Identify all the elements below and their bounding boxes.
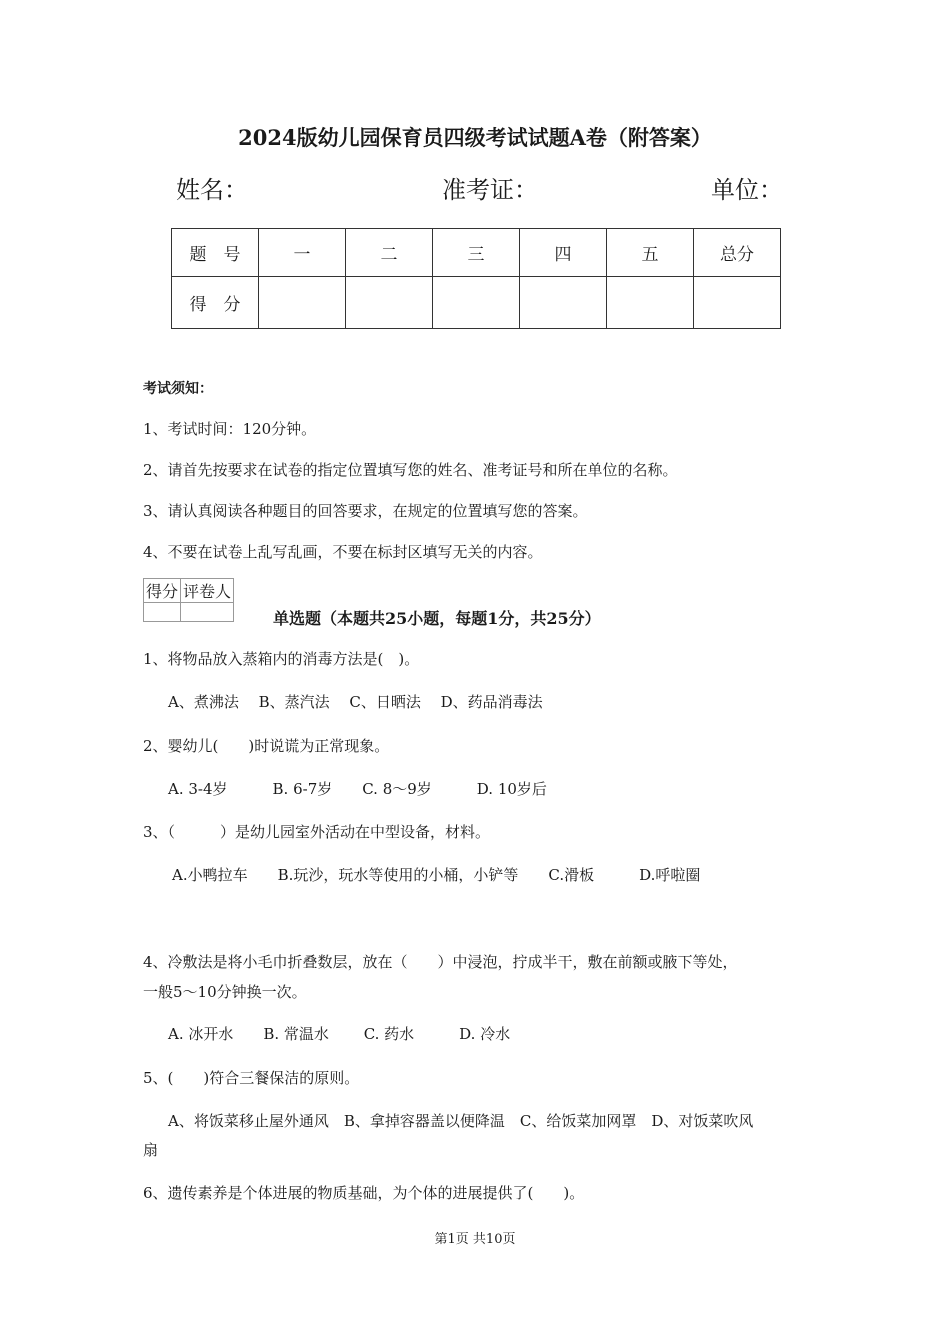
notice-heading: 考试须知： [143,381,213,397]
score-cell[interactable] [694,277,781,329]
score-table-header: 二 [346,229,433,277]
score-cell[interactable] [520,277,607,329]
score-row-label: 得 分 [172,277,259,329]
unit-field-label: 单位： [711,176,783,204]
name-field-label: 姓名： [176,176,248,204]
notice-item: 4、不要在试卷上乱写乱画，不要在标封区填写无关的内容。 [143,543,543,561]
question-options: A.小鸭拉车 B.玩沙，玩水等使用的小桶，小铲等 C.滑板 D.呼啦圈 [172,866,701,884]
question-options-continued: 扇 [143,1141,159,1159]
score-table-header: 四 [520,229,607,277]
page-footer: 第1页 共10页 [434,1232,516,1247]
question-stem-continued: 一般5～10分钟换一次。 [143,983,307,1001]
question-stem: 6、遗传素养是个体进展的物质基础，为个体的进展提供了( )。 [143,1184,585,1202]
question-stem: 4、冷敷法是将小毛巾折叠数层，放在（ ）中浸泡，拧成半干，敷在前额或腋下等处， [143,953,738,971]
notice-item: 1、考试时间：120分钟。 [143,420,317,438]
question-options: A、将饭菜移止屋外通风 B、拿掉容器盖以便降温 C、给饭菜加网罩 D、对饭菜吹风 [168,1112,754,1130]
question-stem: 5、( )符合三餐保洁的原则。 [143,1069,360,1087]
score-table [171,228,781,329]
score-cell[interactable] [259,277,346,329]
score-table-header: 题 号 [172,229,259,277]
grader-score-label: 得分 [144,579,181,603]
score-cell[interactable] [433,277,520,329]
question-options: A. 3-4岁 B. 6-7岁 C. 8～9岁 D. 10岁后 [168,780,547,798]
exam-id-field-label: 准考证： [442,176,538,204]
score-cell[interactable] [346,277,433,329]
score-cell[interactable] [607,277,694,329]
page-title: 2024版幼儿园保育员四级考试试题A卷（附答案） [238,125,712,150]
score-table-header: 总分 [694,229,781,277]
notice-item: 2、请首先按要求在试卷的指定位置填写您的姓名、准考证号和所在单位的名称。 [143,461,678,479]
grader-name-cell[interactable] [181,603,234,622]
section-heading: 单选题（本题共25小题，每题1分，共25分） [273,609,601,628]
score-table-header: 五 [607,229,694,277]
question-stem: 2、婴幼儿( )时说谎为正常现象。 [143,737,390,755]
score-table-header: 一 [259,229,346,277]
question-stem: 1、将物品放入蒸箱内的消毒方法是( )。 [143,650,420,668]
grader-score-cell[interactable] [144,603,181,622]
question-options: A. 冰开水 B. 常温水 C. 药水 D. 冷水 [168,1025,511,1043]
score-table-header-row [172,229,781,277]
notice-item: 3、请认真阅读各种题目的回答要求，在规定的位置填写您的答案。 [143,502,588,520]
question-stem: 3、（ ）是幼儿园室外活动在中型设备，材料。 [143,823,491,841]
score-table-header: 三 [433,229,520,277]
score-table-score-row [172,277,781,329]
grader-name-label: 评卷人 [181,579,234,603]
question-options: A、煮沸法 B、蒸汽法 C、日晒法 D、药品消毒法 [168,693,543,711]
grader-box [143,578,234,622]
